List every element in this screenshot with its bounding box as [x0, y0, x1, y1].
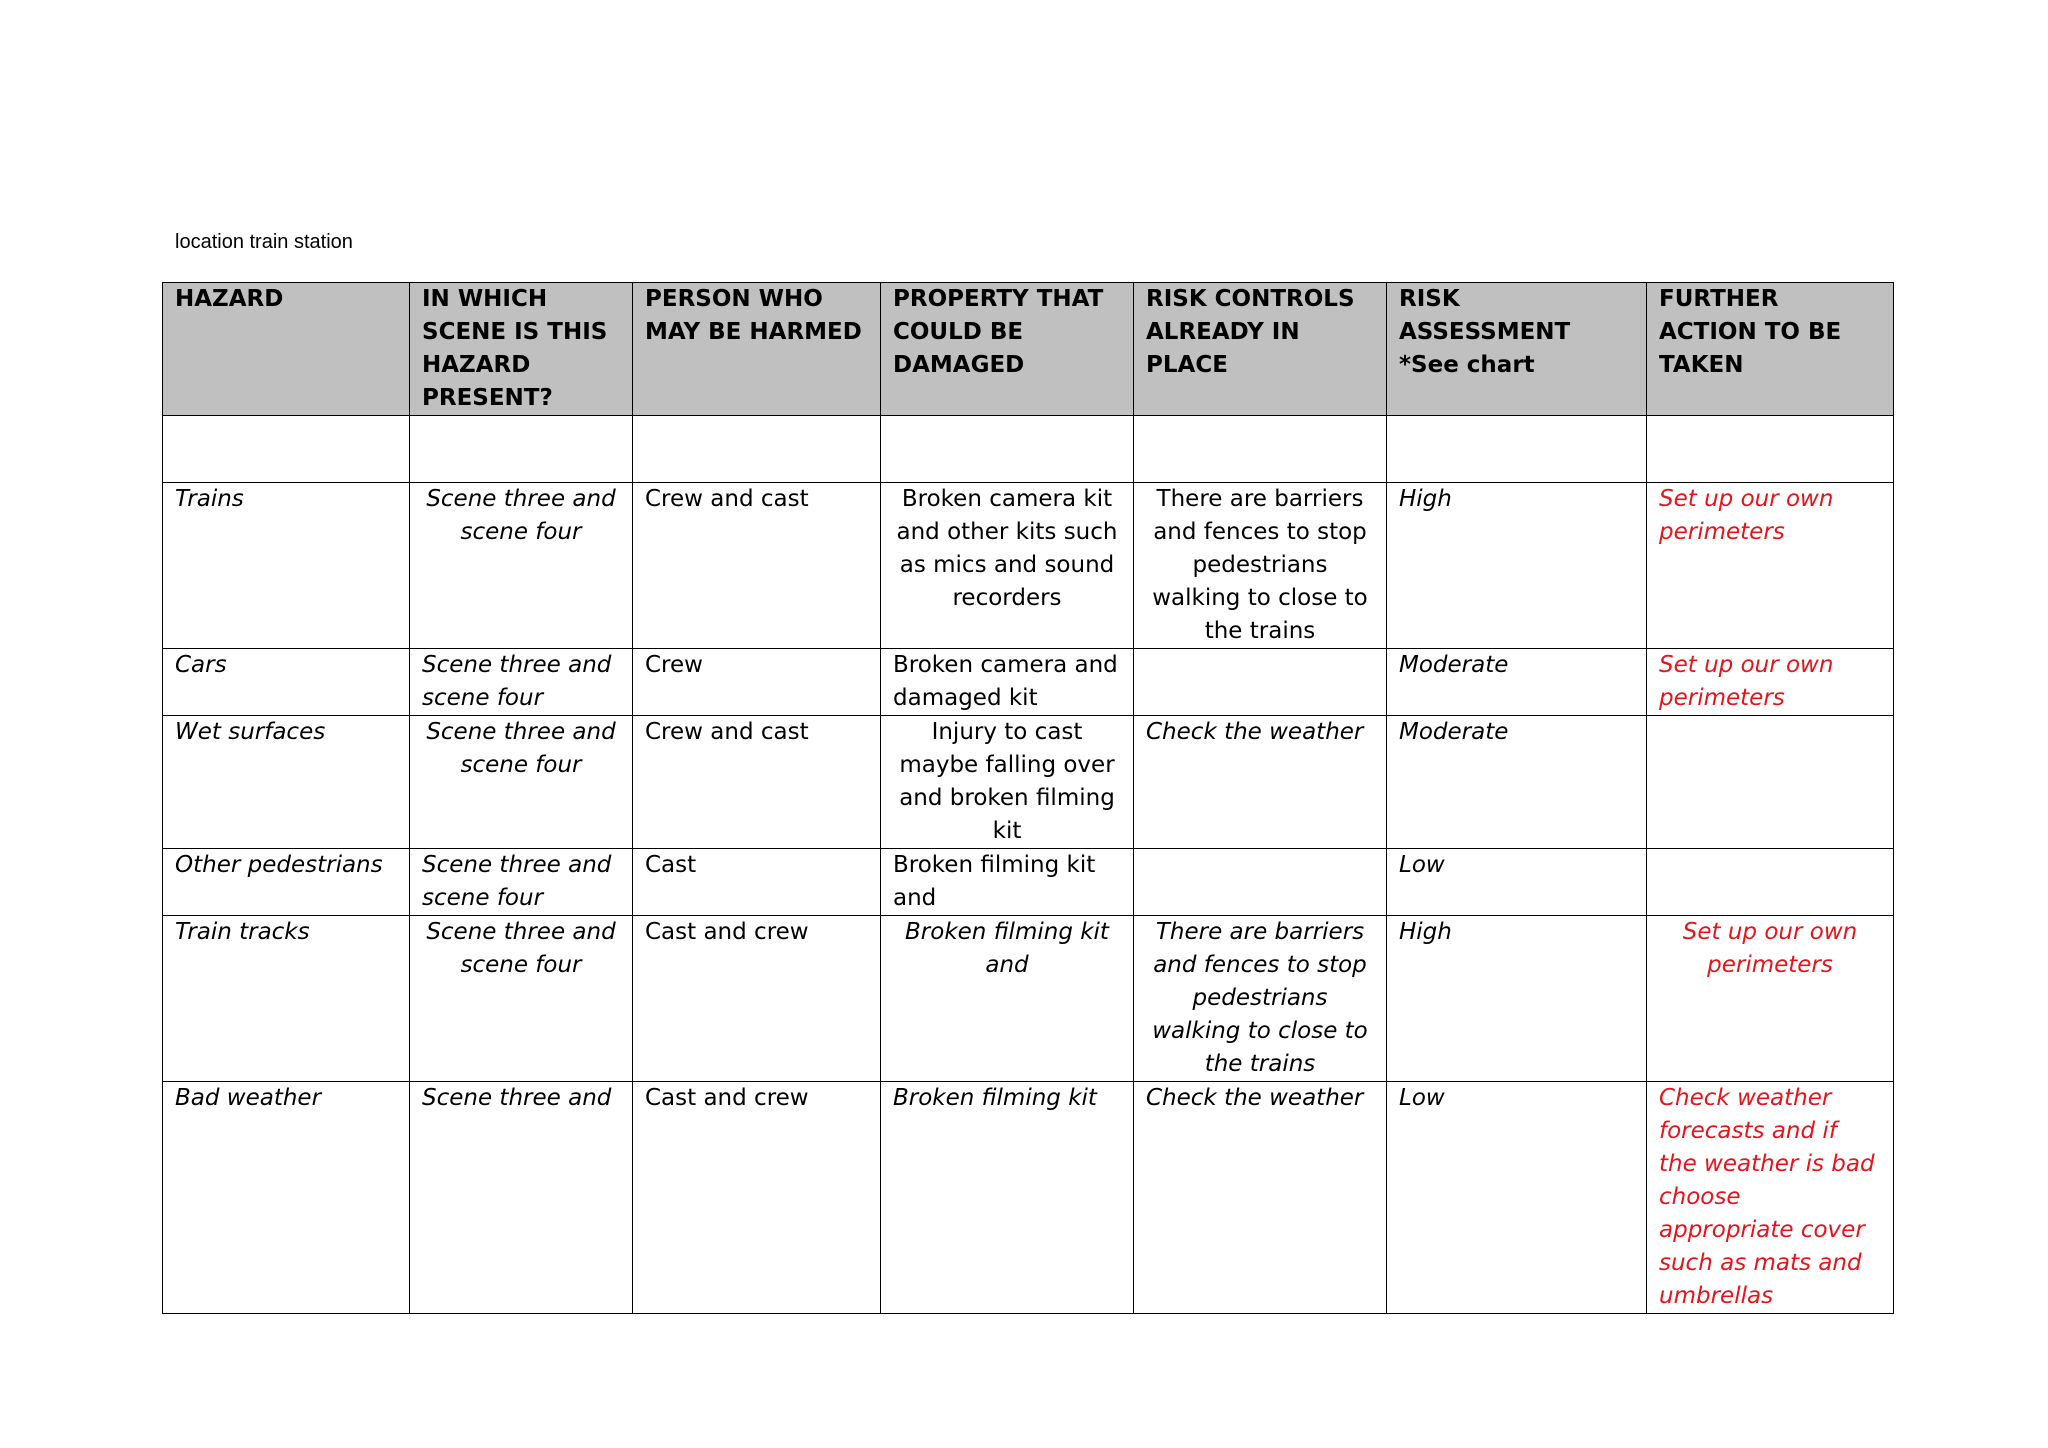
risk-cell: High	[1387, 483, 1647, 649]
table-row	[163, 1082, 1894, 1314]
hazard-cell: Wet surfaces	[163, 716, 410, 849]
controls-cell	[1134, 649, 1387, 716]
column-header-property: PROPERTY THAT COULD BE DAMAGED	[881, 283, 1134, 416]
property-cell: Broken filming kit	[881, 1082, 1134, 1314]
column-header-controls: RISK CONTROLS ALREADY IN PLACE	[1134, 283, 1387, 416]
empty-cell	[1647, 416, 1894, 483]
table-row	[163, 849, 1894, 916]
column-header-person: PERSON WHO MAY BE HARMED	[633, 283, 881, 416]
empty-cell	[633, 416, 881, 483]
risk-cell: Low	[1387, 1082, 1647, 1314]
risk-cell: High	[1387, 916, 1647, 1082]
person-cell: Crew and cast	[633, 716, 881, 849]
column-header-hazard: HAZARD	[163, 283, 410, 416]
person-cell: Cast	[633, 849, 881, 916]
scene-cell: Scene three and scene four	[410, 483, 633, 649]
action-cell: Check weather forecasts and if the weather is bad choose appropriate cover such as mats and umbrellas	[1647, 1082, 1894, 1314]
column-header-risk: RISK ASSESSMENT *See chart	[1387, 283, 1647, 416]
table-row	[163, 649, 1894, 716]
scene-cell: Scene three and scene four	[410, 649, 633, 716]
person-cell: Cast and crew	[633, 1082, 881, 1314]
controls-cell: Check the weather	[1134, 716, 1387, 849]
person-cell: Cast and crew	[633, 916, 881, 1082]
action-cell: Set up our own perimeters	[1647, 916, 1894, 1082]
empty-row	[163, 416, 1894, 483]
property-cell: Injury to cast maybe falling over and broken filming kit	[881, 716, 1134, 849]
table-row	[163, 716, 1894, 849]
hazard-cell: Other pedestrians	[163, 849, 410, 916]
empty-cell	[1134, 416, 1387, 483]
property-cell: Broken camera and damaged kit	[881, 649, 1134, 716]
hazard-cell: Trains	[163, 483, 410, 649]
scene-cell: Scene three and	[410, 1082, 633, 1314]
column-header-action: FURTHER ACTION TO BE TAKEN	[1647, 283, 1894, 416]
table-row	[163, 916, 1894, 1082]
controls-cell	[1134, 849, 1387, 916]
controls-cell: Check the weather	[1134, 1082, 1387, 1314]
action-cell	[1647, 716, 1894, 849]
scene-cell: Scene three and scene four	[410, 716, 633, 849]
empty-cell	[1387, 416, 1647, 483]
action-cell	[1647, 849, 1894, 916]
risk-cell: Low	[1387, 849, 1647, 916]
property-cell: Broken filming kit and	[881, 849, 1134, 916]
table-row	[163, 483, 1894, 649]
person-cell: Crew	[633, 649, 881, 716]
scene-cell: Scene three and scene four	[410, 916, 633, 1082]
action-cell: Set up our own perimeters	[1647, 649, 1894, 716]
action-cell: Set up our own perimeters	[1647, 483, 1894, 649]
hazard-cell: Train tracks	[163, 916, 410, 1082]
person-cell: Crew and cast	[633, 483, 881, 649]
hazard-cell: Cars	[163, 649, 410, 716]
scene-cell: Scene three and scene four	[410, 849, 633, 916]
location-label: location train station	[175, 231, 353, 253]
property-cell: Broken camera kit and other kits such as mics and sound recorders	[881, 483, 1134, 649]
risk-cell: Moderate	[1387, 716, 1647, 849]
risk-cell: Moderate	[1387, 649, 1647, 716]
empty-cell	[881, 416, 1134, 483]
controls-cell: There are barriers and fences to stop pedestrians walking to close to the trains	[1134, 483, 1387, 649]
property-cell: Broken filming kit and	[881, 916, 1134, 1082]
controls-cell: There are barriers and fences to stop pedestrians walking to close to the trains	[1134, 916, 1387, 1082]
empty-cell	[163, 416, 410, 483]
column-header-scene: IN WHICH SCENE IS THIS HAZARD PRESENT?	[410, 283, 633, 416]
hazard-cell: Bad weather	[163, 1082, 410, 1314]
empty-cell	[410, 416, 633, 483]
risk-assessment-table	[162, 282, 1894, 1314]
table-header-row	[163, 283, 1894, 416]
